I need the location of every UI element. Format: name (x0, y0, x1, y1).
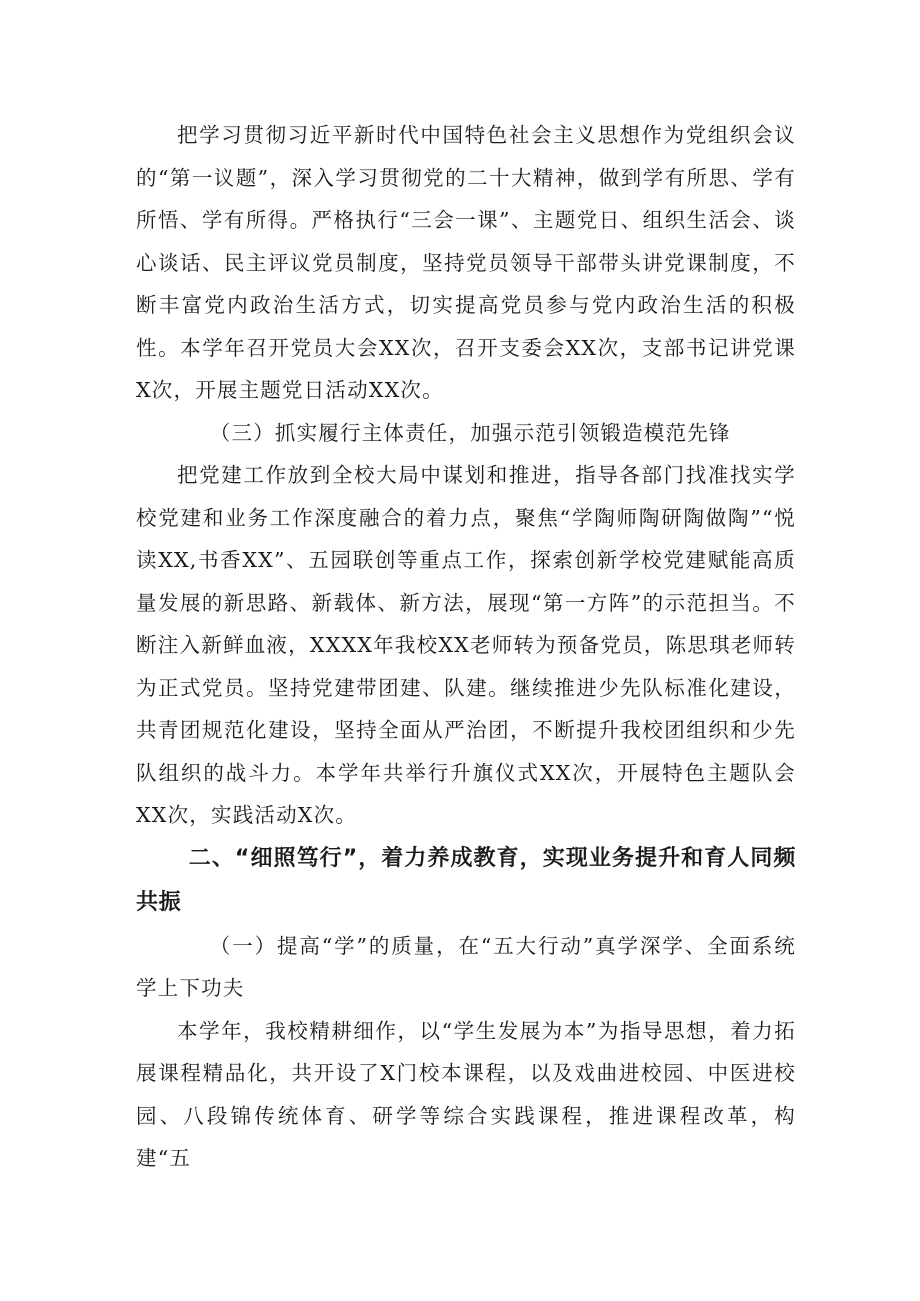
subheading-section-one: （一）提高“学”的质量，在“五大行动”真学深学、全面系统学上下功夫 (136, 933, 796, 1000)
section-heading-two: 二、“细照笃行”，着力养成教育，实现业务提升和育人同频共振 (136, 845, 796, 915)
subheading-section-three: （三）抓实履行主体责任，加强示范引领锻造模范先锋 (209, 420, 731, 445)
body-paragraph-party-meetings: 把学习贯彻习近平新时代中国特色社会主义思想作为党组织会议的“第一议题”，深入学习贯彻党的二十大精神，做到学有所思、学有所悟、学有所得。严格执行“三会一课”、主题党日、组织生活会、谈心谈话、民主评议党员制度，坚持党员领导干部带头讲党课制度，不断丰富党内政治生活方式，切实提高党员参与党内政治生活的积极性。本学年召开党员大会XX次，召开支委会XX次，支部书记讲党课X次，开展主题党日活动XX次。 (136, 123, 796, 402)
body-paragraph-party-building: 把党建工作放到全校大局中谋划和推进，指导各部门找准找实学校党建和业务工作深度融合的着力点，聚焦“学陶师陶研陶做陶”“悦读XX,书香XX”、五园联创等重点工作，探索创新学校党建赋能高质量发展的新思路、新载体、新方法，展现“第一方阵”的示范担当。不断注入新鲜血液，XXXX年我校XX老师转为预备党员，陈思琪老师转为正式党员。坚持党建带团建、队建。继续推进少先队标准化建设，共青团规范化建设，坚持全面从严治团，不断提升我校团组织和少先队组织的战斗力。本学年共举行升旗仪式XX次，开展特色主题队会XX次，实践活动X次。 (136, 463, 796, 827)
body-paragraph-curriculum: 本学年，我校精耕细作，以“学生发展为本”为指导思想，着力拓展课程精品化，共开设了X门校本课程，以及戏曲进校园、中医进校园、八段锦传统体育、研学等综合实践课程，推进课程改革，构建“五 (136, 1018, 796, 1170)
document-body (136, 114, 796, 1180)
